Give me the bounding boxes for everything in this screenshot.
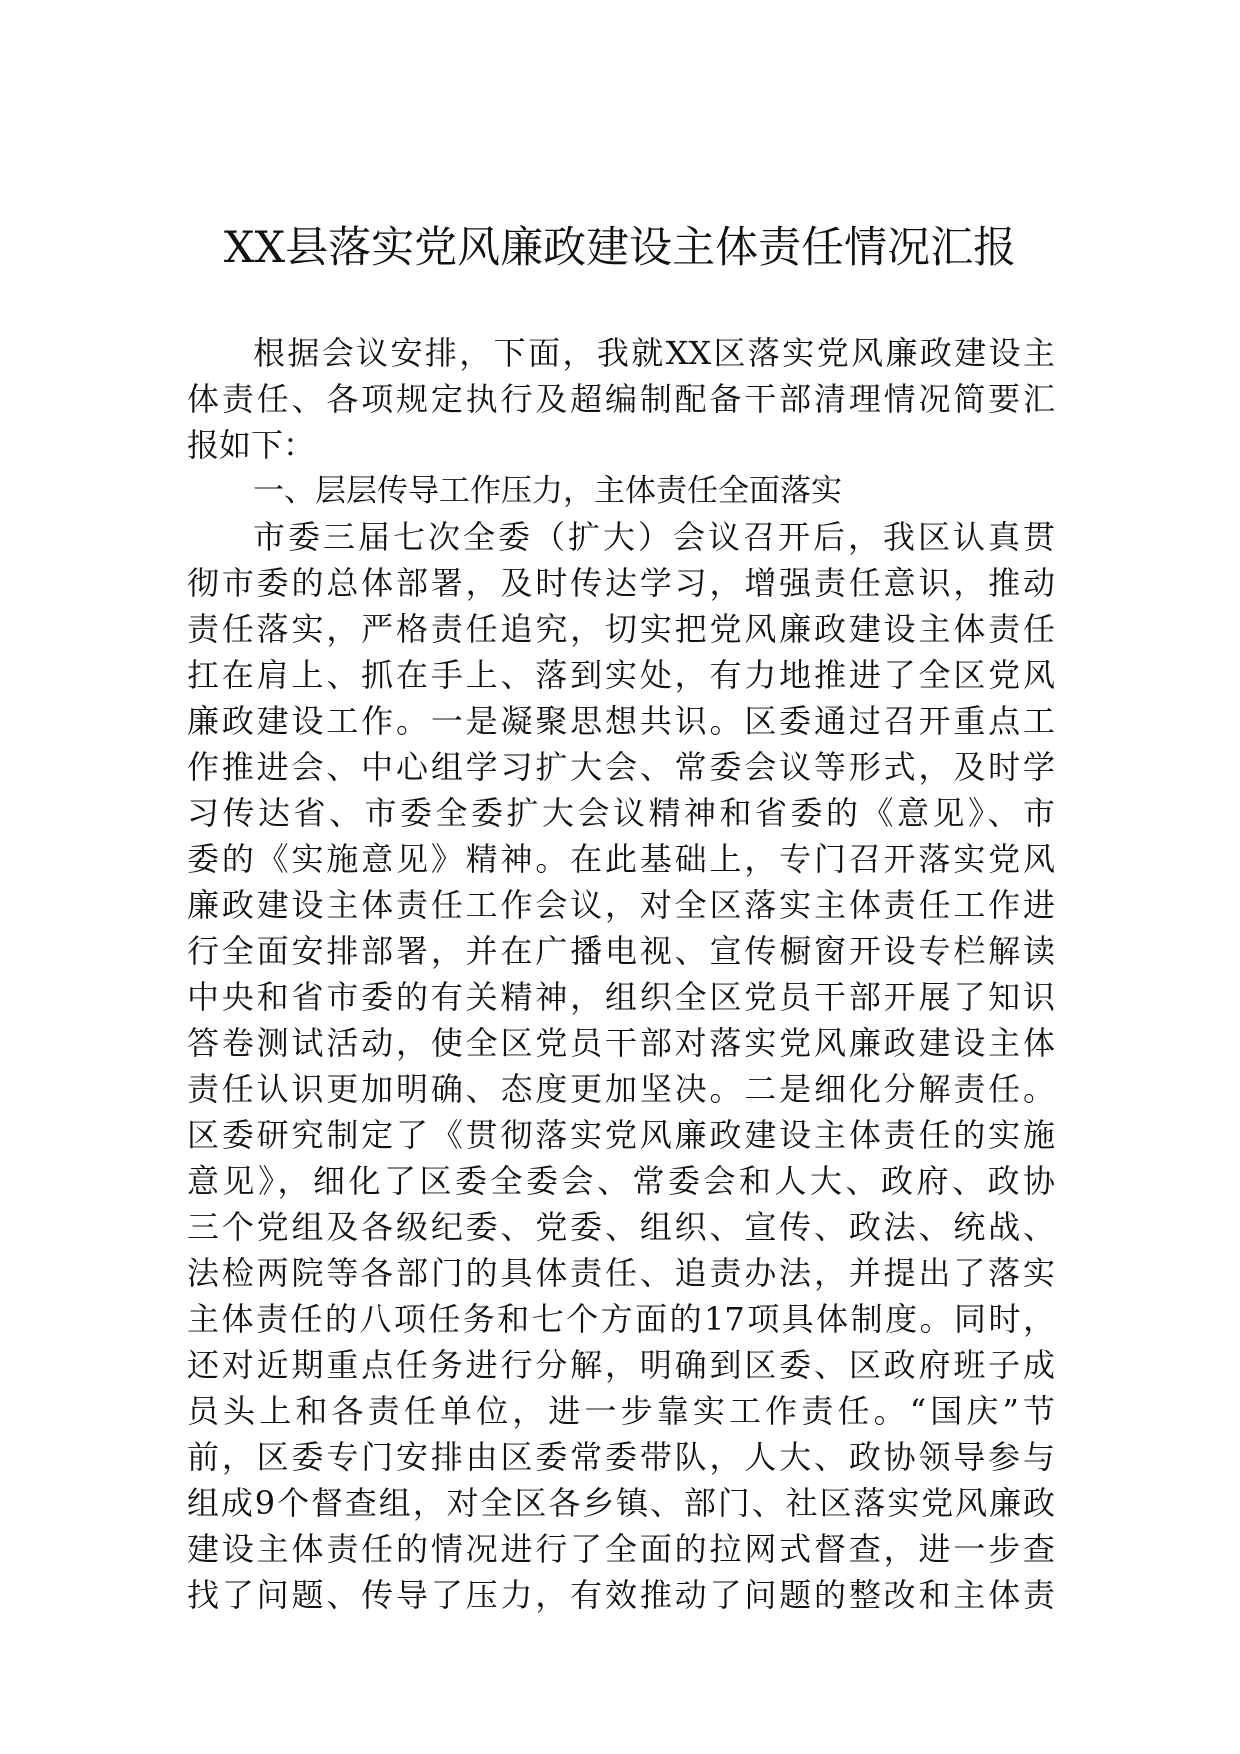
paragraph-line: 习传达省、市委全委扩大会议精神和省委的《意见》、市 — [187, 794, 1055, 832]
document-body — [187, 330, 1055, 1618]
paragraph-line: 主体责任的八项任务和七个方面的17项具体制度。同时， — [187, 1300, 1055, 1338]
section-heading: 一、层层传导工作压力，主体责任全面落实 — [253, 473, 842, 509]
paragraph-line: 法检两院等各部门的具体责任、追责办法，并提出了落实 — [187, 1254, 1055, 1292]
paragraph-line: 答卷测试活动，使全区党员干部对落实党风廉政建设主体 — [187, 1024, 1055, 1062]
paragraph-line: 区委研究制定了《贯彻落实党风廉政建设主体责任的实施 — [187, 1116, 1055, 1154]
paragraph-line: 员头上和各责任单位，进一步靠实工作责任。“国庆”节 — [187, 1392, 1055, 1430]
paragraph-line: 中央和省市委的有关精神，组织全区党员干部开展了知识 — [187, 978, 1055, 1016]
intro-line: 根据会议安排，下面，我就XX区落实党风廉政建设主 — [253, 334, 1055, 372]
paragraph-line: 意见》，细化了区委全委会、常委会和人大、政府、政协 — [187, 1162, 1055, 1200]
document-title: XX县落实党风廉政建设主体责任情况汇报 — [223, 223, 1017, 273]
paragraph-line: 彻市委的总体部署，及时传达学习，增强责任意识，推动 — [187, 564, 1055, 602]
paragraph-line: 廉政建设主体责任工作会议，对全区落实主体责任工作进 — [187, 886, 1055, 924]
paragraph-line: 市委三届七次全委（扩大）会议召开后，我区认真贯 — [253, 518, 1055, 556]
paragraph-line: 三个党组及各级纪委、党委、组织、宣传、政法、统战、 — [187, 1208, 1055, 1246]
paragraph-line: 委的《实施意见》精神。在此基础上，专门召开落实党风 — [187, 840, 1055, 878]
paragraph-line: 责任落实，严格责任追究，切实把党风廉政建设主体责任 — [187, 610, 1055, 648]
paragraph-line: 责任认识更加明确、态度更加坚决。二是细化分解责任。 — [187, 1070, 1055, 1108]
paragraph-line: 组成9个督查组，对全区各乡镇、部门、社区落实党风廉政 — [187, 1484, 1055, 1522]
paragraph-line: 廉政建设工作。一是凝聚思想共识。区委通过召开重点工 — [187, 702, 1055, 740]
paragraph-line: 扛在肩上、抓在手上、落到实处，有力地推进了全区党风 — [187, 656, 1055, 694]
paragraph-line: 行全面安排部署，并在广播电视、宣传橱窗开设专栏解读 — [187, 932, 1055, 970]
intro-line: 体责任、各项规定执行及超编制配备干部清理情况简要汇 — [187, 380, 1055, 418]
intro-line: 报如下： — [187, 426, 316, 464]
paragraph-line: 作推进会、中心组学习扩大会、常委会议等形式，及时学 — [187, 748, 1055, 786]
paragraph-line: 还对近期重点任务进行分解，明确到区委、区政府班子成 — [187, 1346, 1055, 1384]
paragraph-line: 前，区委专门安排由区委常委带队，人大、政协领导参与 — [187, 1438, 1055, 1476]
paragraph-line: 找了问题、传导了压力，有效推动了问题的整改和主体责 — [187, 1576, 1055, 1614]
paragraph-line: 建设主体责任的情况进行了全面的拉网式督查，进一步查 — [187, 1530, 1055, 1568]
